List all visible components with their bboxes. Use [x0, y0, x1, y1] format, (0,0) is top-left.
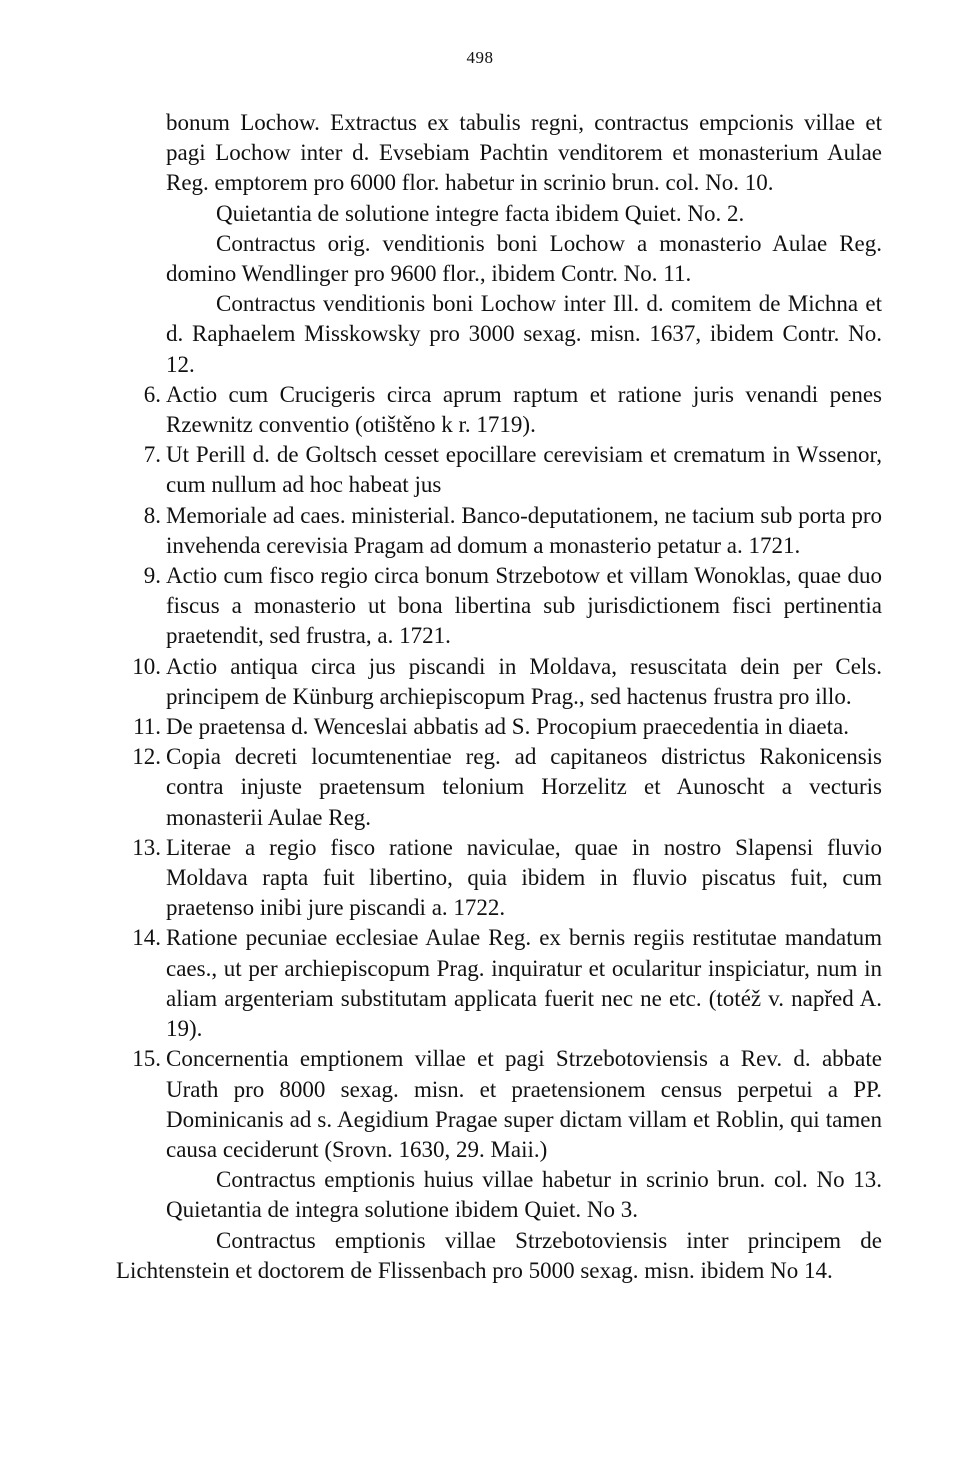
list-item — [143, 501, 882, 561]
item-number: 12. — [132, 744, 161, 770]
list-item — [143, 561, 882, 652]
item-number: 8. — [143, 502, 161, 528]
closing-paragraph: Contractus emptionis huius villae habetur in scrinio brun. col. No 13. Quietantia de integra solutione ibidem Quiet. No 3. — [166, 1167, 882, 1223]
item-number: 9. — [143, 563, 161, 589]
item-number: 7. — [143, 442, 161, 468]
list-item — [143, 440, 882, 500]
item-text: Ut Perill d. de Goltsch cesset epocillare cerevisiam et crematum in Wssenor, cum nullum ad hoc habeat jus — [166, 442, 882, 498]
item-number: 6. — [143, 381, 161, 407]
item-text: Actio cum fisco regio circa bonum Strzebotow et villam Wonoklas, quae duo fiscus a monasterio ut bona libertina sub jurisdictionem fisci pertinentia praetendit, sed frustra, a. 1721. — [166, 563, 882, 649]
item-text: Memoriale ad caes. ministerial. Banco-deputationem, ne tacium sub porta pro invehenda cerevisia Pragam ad domum a monasterio petatur a. 1721. — [166, 502, 882, 558]
item-number: 15. — [132, 1046, 161, 1072]
intro-paragraph: Contractus venditionis boni Lochow inter Ill. d. comitem de Michna et d. Raphaelem Misskowsky pro 3000 sexag. misn. 1637, ibidem Contr. No. 12. — [166, 291, 882, 377]
page-number: 498 — [466, 48, 494, 67]
intro-paragraph: Contractus orig. venditionis boni Lochow a monasterio Aulae Reg. domino Wendlinger pro 9600 flor., ibidem Contr. No. 11. — [166, 230, 882, 287]
list-item — [132, 742, 882, 833]
item-text: Concernentia emptionem villae et pagi Strzebotoviensis a Rev. d. abbate Urath pro 8000 sexag. misn. et praetensionem census perpetui a PP. Dominicanis ad s. Aegidium Pragae super dictam villam et Roblin, qui tamen causa ceciderunt (Srovn. 1630, 29. Maii.) — [166, 1046, 882, 1162]
item-text: Copia decreti locumtenentiae reg. ad capitaneos districtus Rakonicensis contra injuste praetensum telonium Horzelitz et Aunoscht a vecturis monasterii Aulae Reg. — [166, 744, 882, 830]
item-number: 11. — [133, 714, 161, 740]
closing-paragraph: Contractus emptionis villae Strzebotoviensis inter principem de Lichtenstein et doctorem de Flissenbach pro 5000 sexag. misn. ibidem No 14. — [116, 1227, 882, 1283]
list-item — [132, 652, 882, 712]
list-item — [133, 712, 882, 742]
item-number: 10. — [132, 653, 161, 679]
item-text: Actio antiqua circa jus piscandi in Moldava, resuscitata dein per Cels. principem de Künburg archiepiscopum Prag., sed hactenus frustra pro illo. — [166, 653, 882, 709]
intro-paragraph: bonum Lochow. Extractus ex tabulis regni, contractus empcionis villae et pagi Lochow inter d. Evsebiam Pachtin venditorem et monasterium Aulae Reg. emptorem pro 6000 flor. habetur in scrinio brun. col. No. 10. — [166, 110, 882, 196]
list-item — [132, 833, 882, 924]
item-text: Actio cum Crucigeris circa aprum raptum et ratione juris venandi penes Rzewnitz conventio (otištěno k r. 1719). — [166, 381, 882, 438]
item-number: 13. — [132, 834, 161, 860]
list-item — [143, 380, 882, 440]
item-text: Literae a regio fisco ratione naviculae, quae in nostro Slapensi fluvio Moldava rapta fuit libertino, quia ibidem in fluvio piscatus fuit, cum praetenso inibi jure piscandi a. 1722. — [166, 834, 882, 921]
intro-paragraph: Quietantia de solutione integre facta ibidem Quiet. No. 2. — [216, 200, 745, 226]
list-item — [132, 923, 882, 1044]
body-text — [116, 108, 882, 1286]
item-text: Ratione pecuniae ecclesiae Aulae Reg. ex bernis regiis restitutae mandatum caes., ut per archiepiscopum Prag. inquiratur et ocularitur inspiciatur, num in aliam argenteriam substitutam applicata fuerit nec ne etc. (totéž v. napřed A. 19). — [166, 925, 882, 1042]
item-text: De praetensa d. Wenceslai abbatis ad S. Procopium praecedentia in diaeta. — [166, 714, 849, 740]
item-number: 14. — [132, 925, 161, 951]
list-item — [132, 1044, 882, 1165]
